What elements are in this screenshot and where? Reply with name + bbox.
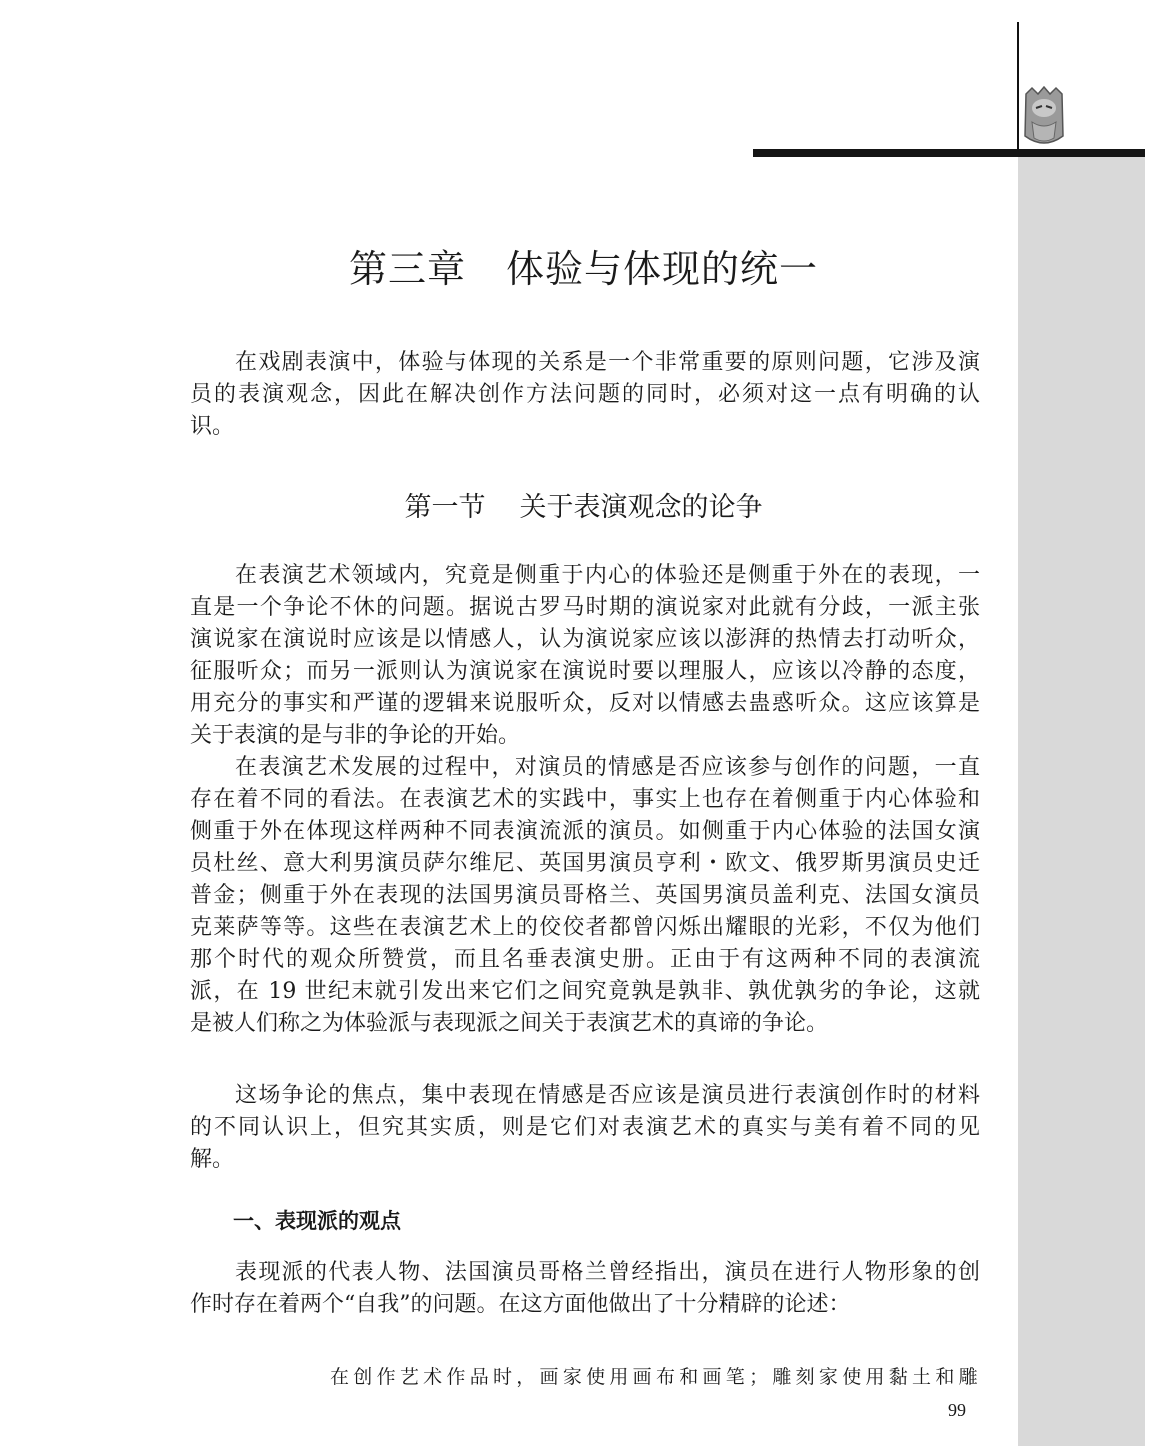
chapter-number: 第三章 [348,247,466,291]
text-line: 那个时代的观众所赞赏，而且名垂表演史册。正由于有这两种不同的表演流 [190,947,980,972]
text-line: 是被人们称之为体验派与表现派之间关于表演艺术的真谛的争论。 [190,1011,829,1036]
page-margin-band [1018,157,1145,1446]
paragraph-1 [190,560,980,752]
paragraph-3 [190,1080,980,1176]
text-line: 普金；侧重于外在表现的法国男演员哥格兰、英国男演员盖利克、法国女演员 [190,883,980,908]
header-horizontal-rule [753,149,1145,157]
paragraph-4 [190,1257,980,1321]
text-line: 克莱萨等等。这些在表演艺术上的佼佼者都曾闪烁出耀眼的光彩，不仅为他们 [190,915,980,940]
intro-paragraph [190,347,980,443]
text-line: 演说家在演说时应该是以情感人，认为演说家应该以澎湃的热情去打动听众， [190,627,980,652]
theatre-mask-emblem-icon [1022,86,1066,148]
section-number: 第一节 [404,492,486,523]
text-line: 征服听众；而另一派则认为演说家在演说时要以理服人，应该以冷静的态度， [190,659,980,684]
header-vertical-rule [1017,22,1019,150]
text-line: 员的表演观念，因此在解决创作方法问题的同时，必须对这一点有明确的认 [190,382,980,407]
text-line: 这场争论的焦点，集中表现在情感是否应该是演员进行表演创作时的材料 [235,1083,980,1108]
text-line: 用充分的事实和严谨的逻辑来说服听众，反对以情感去蛊惑听众。这应该算是 [190,691,980,716]
subheading: 一、表现派的观点 [233,1209,401,1233]
text-line: 在戏剧表演中，体验与体现的关系是一个非常重要的原则问题，它涉及演 [235,350,980,375]
section-name: 关于表演观念的论争 [519,492,763,523]
text-line: 解。 [190,1147,235,1172]
text-line: 侧重于外在体现这样两种不同表演流派的演员。如侧重于内心体验的法国女演 [190,819,980,844]
text-line: 派，在 19 世纪末就引发出来它们之间究竟孰是孰非、孰优孰劣的争论，这就 [190,979,980,1004]
text-line: 识。 [190,414,235,439]
text-line: 在表演艺术发展的过程中，对演员的情感是否应该参与创作的问题，一直 [235,755,980,780]
text-line: 关于表演的是与非的争论的开始。 [190,723,521,748]
text-line: 作时存在着两个“自我”的问题。在这方面他做出了十分精辟的论述： [190,1292,851,1317]
page-number: 99 [948,1400,966,1420]
chapter-title [0,238,1167,293]
paragraph-2 [190,752,980,1040]
chapter-name: 体验与体现的统一 [506,247,819,291]
text-line: 存在着不同的看法。在表演艺术的实践中，事实上也存在着侧重于内心体验和 [190,787,980,812]
section-title [0,485,1167,524]
text-line: 员杜丝、意大利男演员萨尔维尼、英国男演员亨利・欧文、俄罗斯男演员史迁 [190,851,980,876]
text-line: 在表演艺术领域内，究竟是侧重于内心的体验还是侧重于外在的表现，一 [235,563,980,588]
block-quote: 在创作艺术作品时，画家使用画布和画笔；雕刻家使用黏土和雕 [330,1366,980,1388]
text-line: 的不同认识上，但究其实质，则是它们对表演艺术的真实与美有着不同的见 [190,1115,980,1140]
text-line: 直是一个争论不休的问题。据说古罗马时期的演说家对此就有分歧，一派主张 [190,595,980,620]
text-line: 表现派的代表人物、法国演员哥格兰曾经指出，演员在进行人物形象的创 [235,1260,980,1285]
